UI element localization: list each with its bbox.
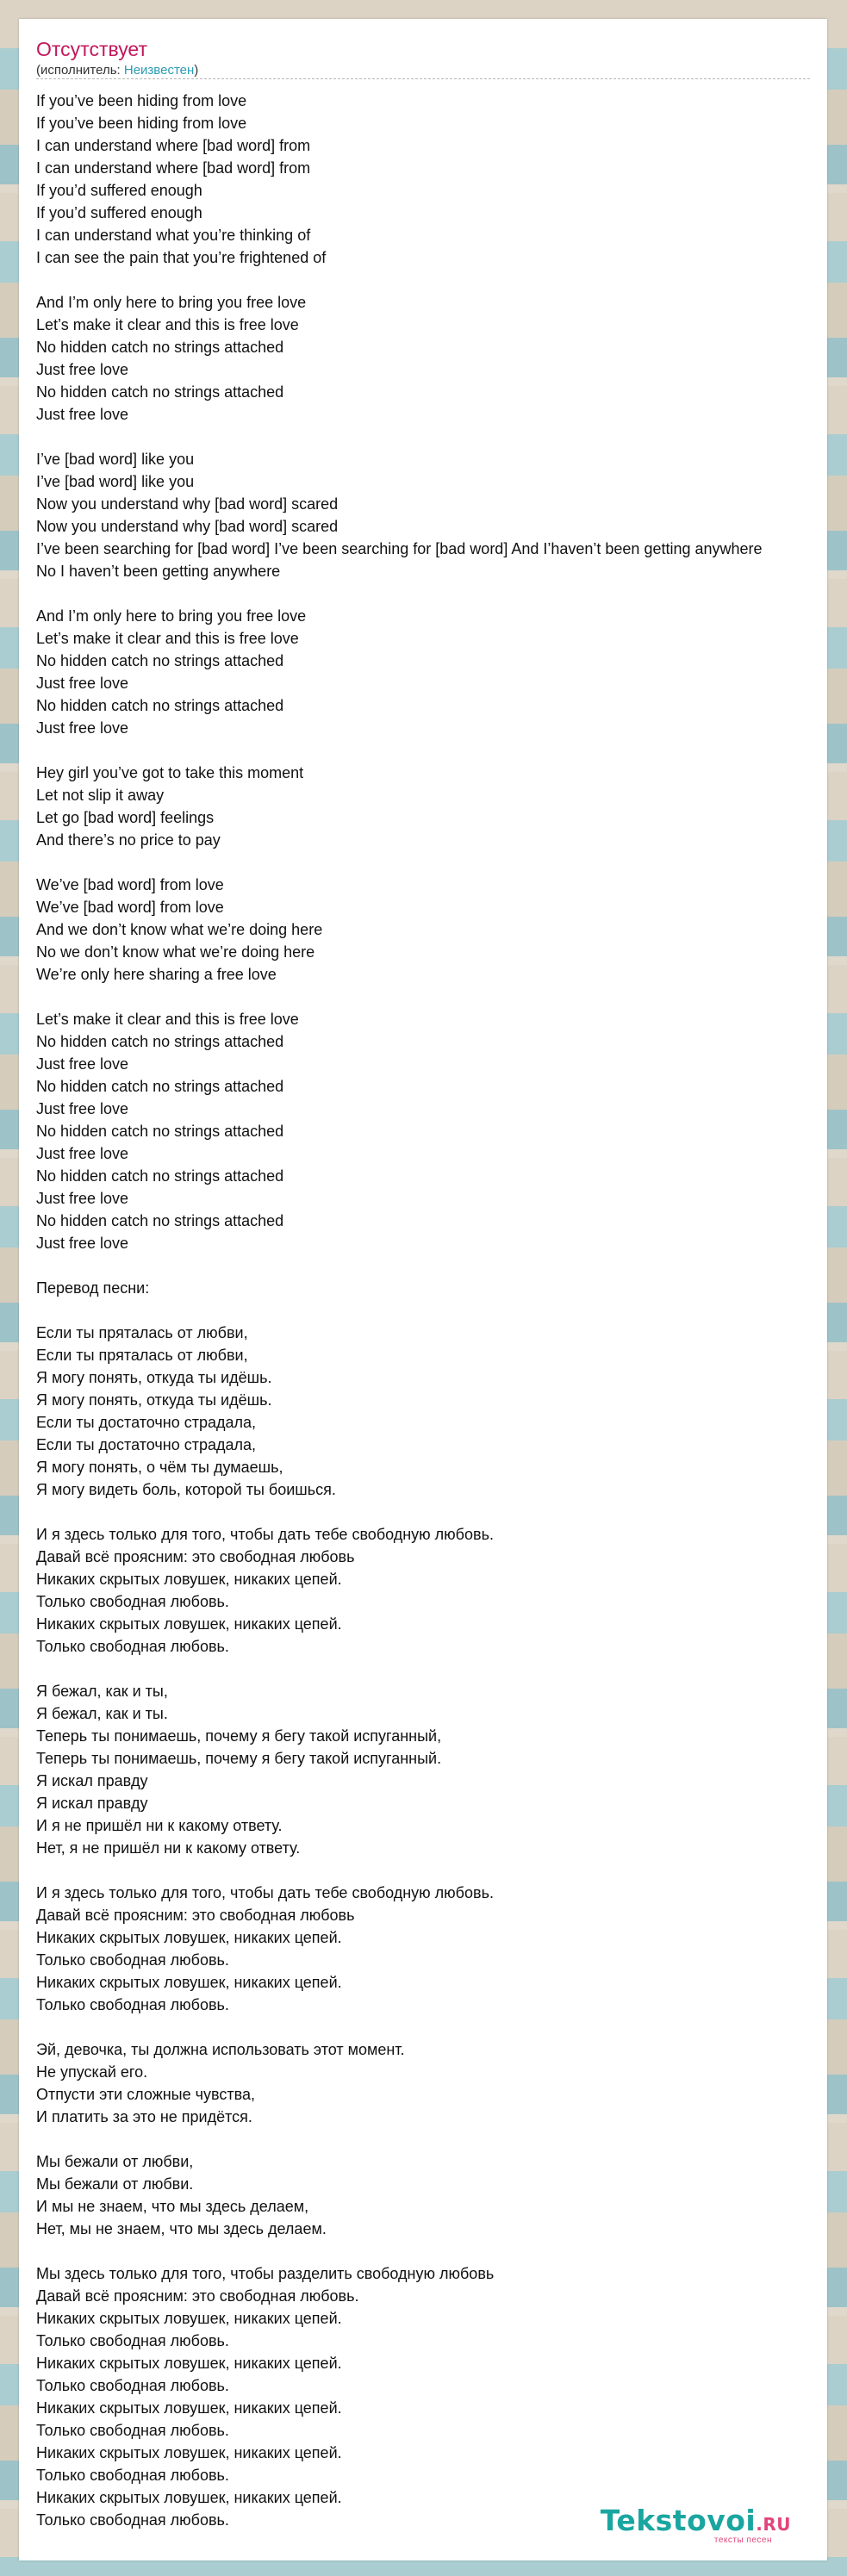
lyric-line: И я здесь только для того, чтобы дать тебе свободную любовь.	[36, 1526, 494, 1543]
lyric-line: If you’d suffered enough	[36, 204, 202, 221]
lyric-line: Никаких скрытых ловушек, никаких цепей.	[36, 1974, 342, 1991]
lyric-line: Нет, я не пришёл ни к какому ответу.	[36, 1839, 301, 1857]
lyric-line: No hidden catch no strings attached	[36, 1212, 284, 1229]
logo-tld: .RU	[756, 2514, 791, 2535]
lyric-line: Нет, мы не знаем, что мы здесь делаем.	[36, 2220, 327, 2237]
lyric-line: Только свободная любовь.	[36, 2511, 229, 2529]
lyrics-page	[19, 19, 827, 2560]
lyric-line: Никаких скрытых ловушек, никаких цепей.	[36, 2489, 342, 2506]
lyric-line: Никаких скрытых ловушек, никаких цепей.	[36, 1571, 342, 1588]
lyric-line: I can understand where [bad word] from	[36, 137, 311, 154]
lyric-line: Только свободная любовь.	[36, 2422, 229, 2439]
stanza-gap	[36, 2240, 827, 2262]
lyric-line: Я могу понять, откуда ты идёшь.	[36, 1391, 272, 1409]
lyric-line: Давай всё проясним: это свободная любовь	[36, 1907, 355, 1924]
lyric-line: I can understand what you’re thinking of	[36, 227, 311, 244]
lyric-line: Let’s make it clear and this is free love	[36, 1011, 299, 1028]
lyrics-text	[36, 90, 827, 2531]
lyric-line: We’ve [bad word] from love	[36, 876, 224, 893]
lyric-line: If you’ve been hiding from love	[36, 92, 247, 109]
lyric-line: Я искал правду	[36, 1772, 148, 1789]
lyric-line: Только свободная любовь.	[36, 1996, 229, 2013]
lyric-line: If you’ve been hiding from love	[36, 115, 247, 132]
lyric-line: Никаких скрытых ловушек, никаких цепей.	[36, 1929, 342, 1946]
lyric-line: Я искал правду	[36, 1795, 148, 1812]
lyric-line: Я бежал, как и ты,	[36, 1683, 168, 1700]
lyric-line: Let’s make it clear and this is free love	[36, 630, 299, 647]
lyric-line: Let go [bad word] feelings	[36, 809, 215, 826]
lyric-line: Никаких скрытых ловушек, никаких цепей.	[36, 1615, 342, 1633]
lyric-line: And we don’t know what we’re doing here	[36, 921, 323, 938]
stanza-gap	[36, 986, 827, 1008]
stanza-gap	[36, 1299, 827, 1322]
lyric-line: Just free love	[36, 1100, 129, 1117]
lyric-line: Только свободная любовь.	[36, 2377, 229, 2394]
stanza-gap	[36, 1658, 827, 1680]
lyric-line: No hidden catch no strings attached	[36, 652, 284, 669]
stanza-gap	[36, 739, 827, 762]
logo-main-text: Tekstovoi	[600, 2504, 757, 2537]
stanza-gap	[36, 582, 827, 605]
lyric-line: Hey girl you’ve got to take this moment	[36, 764, 304, 781]
lyric-line: Только свободная любовь.	[36, 2467, 229, 2484]
lyric-line: And I’m only here to bring you free love	[36, 294, 307, 311]
lyric-line: No hidden catch no strings attached	[36, 697, 284, 714]
lyric-line: I can see the pain that you’re frightened of	[36, 249, 327, 266]
lyric-line: Только свободная любовь.	[36, 1951, 229, 1969]
lyric-line: Я могу понять, о чём ты думаешь,	[36, 1459, 283, 1476]
lyric-line: We’ve [bad word] from love	[36, 899, 224, 916]
lyric-line: Только свободная любовь.	[36, 1593, 229, 1610]
lyric-line: I’ve been searching for [bad word] I’ve been searching for [bad word] And I’haven’t been getting anywhere	[36, 540, 763, 557]
lyric-line: Только свободная любовь.	[36, 2332, 229, 2349]
lyric-line: Никаких скрытых ловушек, никаких цепей.	[36, 2355, 342, 2372]
lyric-line: Just free love	[36, 406, 129, 423]
lyric-line: Если ты достаточно страдала,	[36, 1414, 256, 1431]
header-divider	[36, 78, 810, 79]
lyric-line: Now you understand why [bad word] scared	[36, 495, 339, 513]
lyric-line: No hidden catch no strings attached	[36, 1123, 284, 1140]
lyric-line: Я могу понять, откуда ты идёшь.	[36, 1369, 272, 1386]
lyric-line: Теперь ты понимаешь, почему я бегу такой испуганный,	[36, 1727, 442, 1745]
lyric-line: I’ve [bad word] like you	[36, 451, 195, 468]
lyric-line: Давай всё проясним: это свободная любовь.	[36, 2287, 359, 2305]
artist-line	[36, 64, 198, 77]
lyric-line: If you’d suffered enough	[36, 182, 202, 199]
lyric-line: No we don’t know what we’re doing here	[36, 943, 315, 961]
lyric-line: Let not slip it away	[36, 787, 165, 804]
lyric-line: Только свободная любовь.	[36, 1638, 229, 1655]
artist-suffix: )	[194, 63, 199, 78]
logo-tagline: тексты песен	[713, 2536, 772, 2545]
lyric-line: Теперь ты понимаешь, почему я бегу такой испуганный.	[36, 1750, 442, 1767]
lyric-line: And I’m only here to bring you free love	[36, 607, 307, 625]
stanza-gap	[36, 851, 827, 874]
lyric-line: No hidden catch no strings attached	[36, 1167, 284, 1185]
lyric-line: I’ve [bad word] like you	[36, 473, 195, 490]
lyric-line: And there’s no price to pay	[36, 831, 221, 849]
stanza-gap	[36, 269, 827, 291]
lyric-line: I can understand where [bad word] from	[36, 159, 311, 177]
lyric-line: No hidden catch no strings attached	[36, 1078, 284, 1095]
lyric-line: И я не пришёл ни к какому ответу.	[36, 1817, 283, 1834]
stanza-gap	[36, 1254, 827, 1277]
lyric-line: Just free love	[36, 1235, 129, 1252]
lyric-line: Если ты достаточно страдала,	[36, 1436, 256, 1453]
lyric-line: Let’s make it clear and this is free love	[36, 316, 299, 333]
lyric-line: No hidden catch no strings attached	[36, 383, 284, 401]
song-title: Отсутствует	[36, 38, 147, 60]
lyric-line: Now you understand why [bad word] scared	[36, 518, 339, 535]
lyric-line: Никаких скрытых ловушек, никаких цепей.	[36, 2444, 342, 2461]
stanza-gap	[36, 1501, 827, 1523]
lyric-line: Никаких скрытых ловушек, никаких цепей.	[36, 2310, 342, 2327]
lyric-line: Just free love	[36, 675, 129, 692]
artist-prefix: (исполнитель:	[36, 63, 124, 78]
lyric-line: Мы бежали от любви.	[36, 2175, 194, 2193]
lyric-line: И я здесь только для того, чтобы дать тебе свободную любовь.	[36, 1884, 494, 1901]
stanza-gap	[36, 1859, 827, 1882]
lyric-line: No I haven’t been getting anywhere	[36, 563, 281, 580]
lyric-line: Никаких скрытых ловушек, никаких цепей.	[36, 2399, 342, 2417]
lyric-line: No hidden catch no strings attached	[36, 1033, 284, 1050]
stanza-gap	[36, 426, 827, 448]
lyric-line: Если ты пряталась от любви,	[36, 1324, 248, 1341]
lyric-line: Мы бежали от любви,	[36, 2153, 194, 2170]
logo-wordmark	[601, 2506, 791, 2535]
lyric-line: Перевод песни:	[36, 1279, 150, 1297]
lyric-line: Just free love	[36, 1055, 129, 1073]
site-logo[interactable]	[601, 2506, 791, 2545]
lyric-line: Если ты пряталась от любви,	[36, 1347, 248, 1364]
lyric-line: Мы здесь только для того, чтобы разделить свободную любовь	[36, 2265, 495, 2282]
lyric-line: No hidden catch no strings attached	[36, 339, 284, 356]
stanza-gap	[36, 2016, 827, 2038]
lyric-line: Я могу видеть боль, которой ты боишься.	[36, 1481, 336, 1498]
lyric-line: Я бежал, как и ты.	[36, 1705, 168, 1722]
lyric-line: Just free love	[36, 361, 129, 378]
lyric-line: Отпусти эти сложные чувства,	[36, 2086, 255, 2103]
lyric-line: Just free love	[36, 1190, 129, 1207]
artist-link[interactable]: Неизвестен	[123, 63, 195, 78]
lyric-line: Just free love	[36, 1145, 129, 1162]
lyric-line: И платить за это не придётся.	[36, 2108, 252, 2125]
lyric-line: We’re only here sharing a free love	[36, 966, 277, 983]
lyric-line: Давай всё проясним: это свободная любовь	[36, 1548, 355, 1565]
lyric-line: И мы не знаем, что мы здесь делаем,	[36, 2198, 309, 2215]
lyric-line: Just free love	[36, 719, 129, 737]
lyric-line: Не упускай его.	[36, 2063, 148, 2081]
lyric-line: Эй, девочка, ты должна использовать этот момент.	[36, 2041, 405, 2058]
stanza-gap	[36, 2128, 827, 2150]
